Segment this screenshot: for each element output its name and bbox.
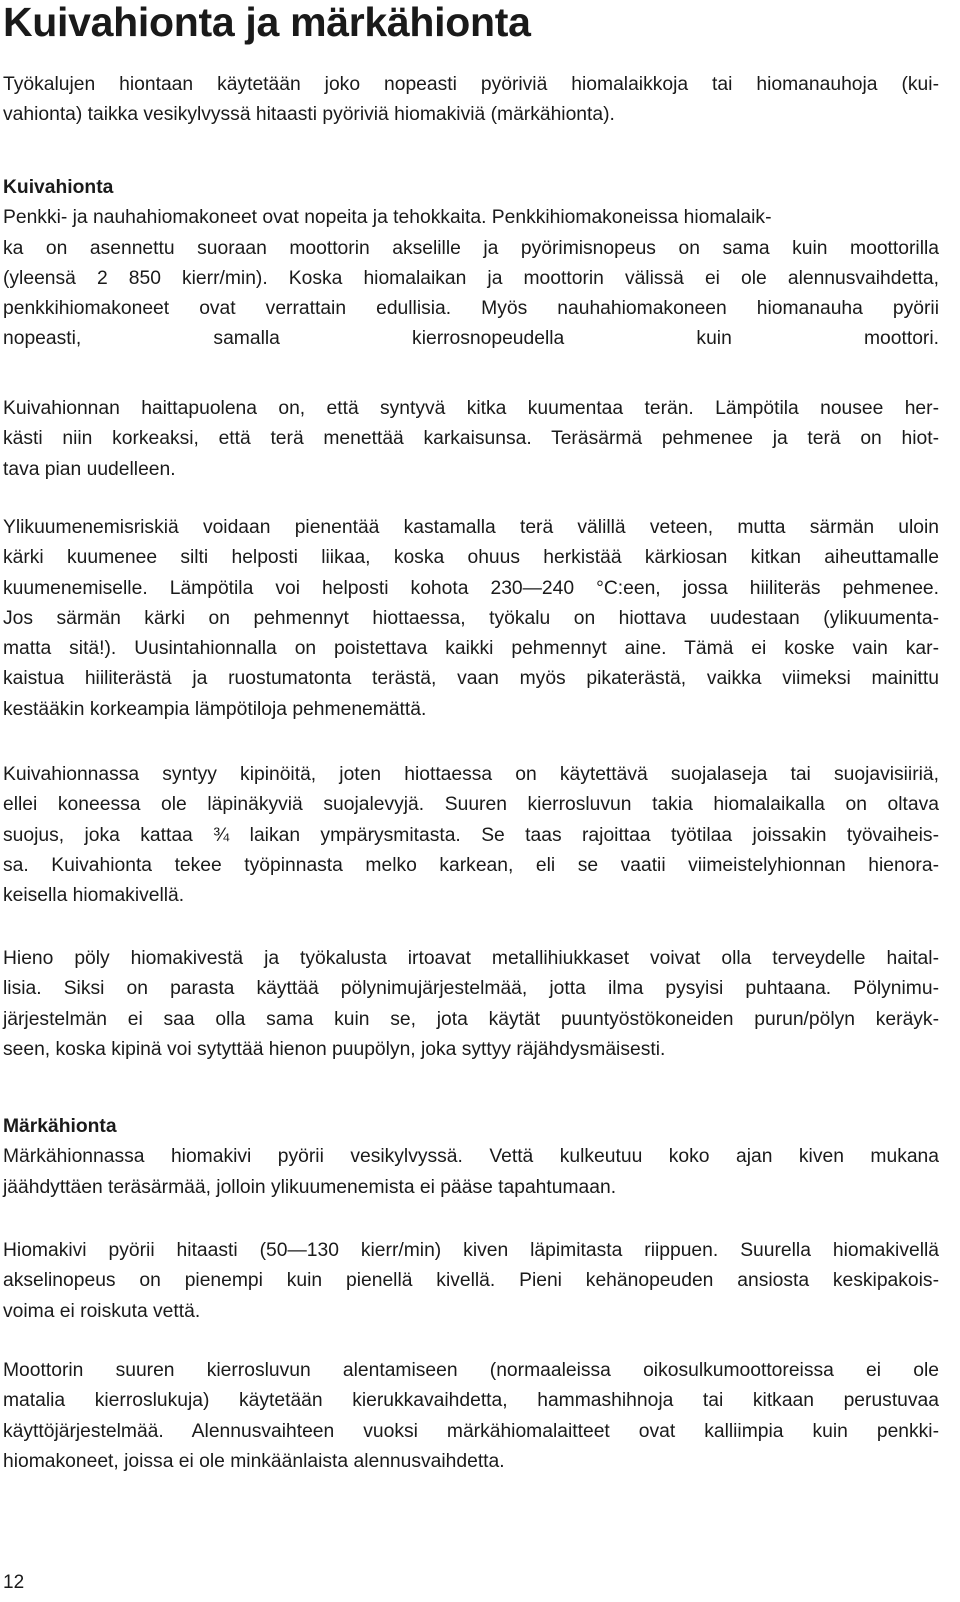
text-line: Kuivahionnassa syntyy kipinöitä, joten hiottaessa on käytettävä suojalaseja tai suojavisiiriä, bbox=[3, 764, 939, 785]
text-line: matalia kierroslukuja) käytetään kierukkavaihdetta, hammashihnoja tai kitkaan perustuvaa bbox=[3, 1390, 939, 1412]
paragraph bbox=[3, 944, 939, 1065]
text-line: matta sitä!). Uusintahionnalla on poistettava kaikki pehmennyt aine. Tämä ei koske vain kar- bbox=[3, 638, 939, 660]
text-line: seen, koska kipinä voi sytyttää hienon puupölyn, joka syttyy räjähdysmäisesti. bbox=[3, 1038, 666, 1060]
text-line: kästi niin korkeaksi, että terä menettää karkaisunsa. Teräsärmä pehmenee ja terä on hiot- bbox=[3, 428, 939, 450]
text-line: vahionta) taikka vesikylvyssä hitaasti pyöriviä hiomakiviä (märkähionta). bbox=[3, 104, 615, 126]
paragraph bbox=[3, 513, 939, 725]
text-line: kärki kuumenee silti helposti liikaa, koska ohuus herkistää kärkiosan kitkan aiheuttamalle bbox=[3, 547, 939, 569]
text-line: Kuivahionnan haittapuolena on, että syntyvä kitka kuumentaa terän. Lämpötila nousee her- bbox=[3, 398, 939, 419]
text-line: penkkihiomakoneet ovat verrattain edullisia. Myös nauhahiomakoneen hiomanauha pyörii bbox=[3, 298, 939, 320]
text-line: tava pian uudelleen. bbox=[3, 458, 176, 480]
text-line: akselinopeus on pienempi kuin pienellä kivellä. Pieni kehänopeuden ansiosta keskipakois- bbox=[3, 1270, 939, 1292]
text-line: sa. Kuivahionta tekee työpinnasta melko karkean, eli se vaatii viimeistelyhionnan hienora- bbox=[3, 854, 939, 876]
text-line: Työkalujen hiontaan käytetään joko nopeasti pyöriviä hiomalaikkoja tai hiomanauhoja (kui- bbox=[3, 74, 939, 95]
paragraph bbox=[3, 1356, 939, 1477]
text-line: Moottorin suuren kierrosluvun alentamiseen (normaaleissa oikosulkumoottoreissa ei ole bbox=[3, 1360, 939, 1381]
text-line: Ylikuumenemisriskiä voidaan pienentää kastamalla terä välillä veteen, mutta särmän uloin bbox=[3, 517, 939, 538]
text-line: kestääkin korkeampia lämpötiloja pehmenemättä. bbox=[3, 698, 427, 720]
text-line: kaistua hiiliterästä ja ruostumatonta terästä, vaan myös pikaterästä, vaikka viimeksi mainittu bbox=[3, 668, 939, 690]
page-title: Kuivahionta ja märkähionta bbox=[3, 0, 531, 45]
text-line: suojus, joka kattaa ¾ laikan ympärysmitasta. Se taas rajoittaa työtilaa joissakin työvaiheis- bbox=[3, 824, 939, 846]
paragraph bbox=[3, 394, 939, 485]
text-line: jäähdyttäen teräsärmää, jolloin ylikuumenemista ei pääse tapahtumaan. bbox=[3, 1176, 617, 1198]
text-line: kuumenemiselle. Lämpötila voi helposti kohota 230—240 °C:een, jossa hiiliteräs pehmenee. bbox=[3, 577, 939, 599]
text-line: Hiomakivi pyörii hitaasti (50—130 kierr/min) kiven läpimitasta riippuen. Suurella hiomakivellä bbox=[3, 1240, 939, 1261]
section-kuivahionta bbox=[3, 173, 939, 355]
text-line: käyttöjärjestelmää. Alennusvaihteen vuoksi märkähiomalaitteet ovat kalliimpia kuin penkki- bbox=[3, 1420, 939, 1442]
paragraph bbox=[3, 1236, 939, 1327]
intro-paragraph bbox=[3, 70, 939, 131]
text-line: ka on asennettu suoraan moottorin akselille ja pyörimisnopeus on sama kuin moottorilla bbox=[3, 237, 939, 259]
text-line: lisia. Siksi on parasta käyttää pölynimujärjestelmää, jotta ilma pysyisi puhtaana. Pölynimu- bbox=[3, 978, 939, 1000]
paragraph bbox=[3, 760, 939, 911]
text-line: hiomakoneet, joissa ei ole minkäänlaista alennusvaihdetta. bbox=[3, 1450, 505, 1472]
text-line: Märkähionnassa hiomakivi pyörii vesikylvyssä. Vettä kulkeutuu koko ajan kiven mukana bbox=[3, 1146, 939, 1168]
text-line: Hieno pöly hiomakivestä ja työkalusta irtoavat metallihiukkaset voivat olla terveydelle haital- bbox=[3, 948, 939, 969]
section-heading: Märkähionta bbox=[3, 1116, 117, 1137]
text-line: nopeasti, samalla kierrosnopeudella kuin moottori. bbox=[3, 328, 939, 350]
section-markahionta bbox=[3, 1112, 939, 1203]
text-line: järjestelmän ei saa olla sama kuin se, jota käytät puuntyöstökoneiden purun/pölyn keräyk- bbox=[3, 1008, 939, 1030]
text-line: voima ei roiskuta vettä. bbox=[3, 1300, 201, 1322]
text-line: Penkki- ja nauhahiomakoneet ovat nopeita ja tehokkaita. Penkkihiomakoneissa hiomalaik- bbox=[3, 207, 772, 229]
text-line: keisella hiomakivellä. bbox=[3, 885, 185, 907]
text-line: Jos särmän kärki on pehmennyt hiottaessa, työkalu on hiottava uudestaan (ylikuumenta- bbox=[3, 607, 939, 629]
text-line: (yleensä 2 850 kierr/min). Koska hiomalaikan ja moottorin välissä ei ole alennusvaihdetta, bbox=[3, 267, 939, 289]
page-number: 12 bbox=[3, 1572, 25, 1593]
section-heading: Kuivahionta bbox=[3, 177, 114, 198]
text-line: ellei koneessa ole läpinäkyviä suojalevyjä. Suuren kierrosluvun takia hiomalaikalla on oltava bbox=[3, 794, 939, 816]
